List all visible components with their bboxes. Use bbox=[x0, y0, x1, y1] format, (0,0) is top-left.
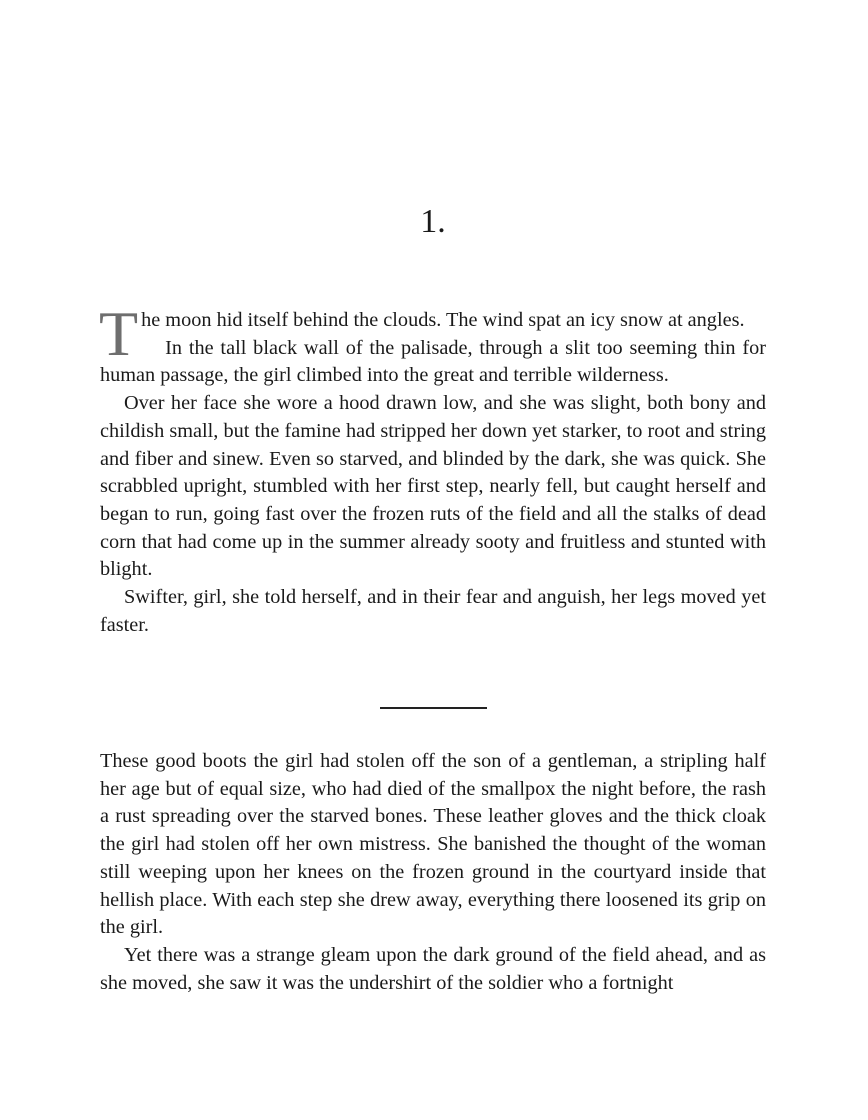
chapter-number: 1. bbox=[420, 203, 446, 240]
drop-cap: T bbox=[99, 298, 139, 369]
section-divider bbox=[380, 707, 487, 709]
opening-paragraph-text: he moon hid itself behind the clouds. The wind spat an icy snow at angles. bbox=[141, 309, 745, 331]
section-one bbox=[99, 298, 766, 639]
paragraph: Yet there was a strange gleam upon the dark ground of the field ahead, and as she moved, she saw it was the undershirt of the soldier who a fortnight bbox=[100, 943, 766, 994]
paragraph: In the tall black wall of the palisade, through a slit too seeming thin for human passage, the girl climbed into the great and terrible wilderness. bbox=[100, 336, 766, 387]
section-two bbox=[100, 748, 766, 997]
paragraph: Swifter, girl, she told herself, and in their fear and anguish, her legs moved yet faster. bbox=[100, 586, 766, 636]
paragraph: These good boots the girl had stolen off the son of a gentleman, a stripling half her age but of equal size, who had died of the smallpox the night before, the rash a rust spreading over the starved bones. These leather gloves and the thick cloak the girl had stolen off her own mistress. She banished the thought of the woman still weeping upon her knees on the frozen ground in the courtyard inside that hellish place. With each step she drew away, everything there loosened its grip on the girl. bbox=[100, 750, 766, 939]
paragraph: Over her face she wore a hood drawn low, and she was slight, both bony and childish small, but the famine had stripped her down yet starker, to root and string and fiber and sinew. Even so starved, and blinded by the dark, she was quick. She scrabbled upright, stumbled with her first step, nearly fell, but caught herself and began to run, going fast over the frozen ruts of the field and all the stalks of dead corn that had come up in the summer already sooty and fruitless and stunted with blight. bbox=[100, 392, 766, 581]
